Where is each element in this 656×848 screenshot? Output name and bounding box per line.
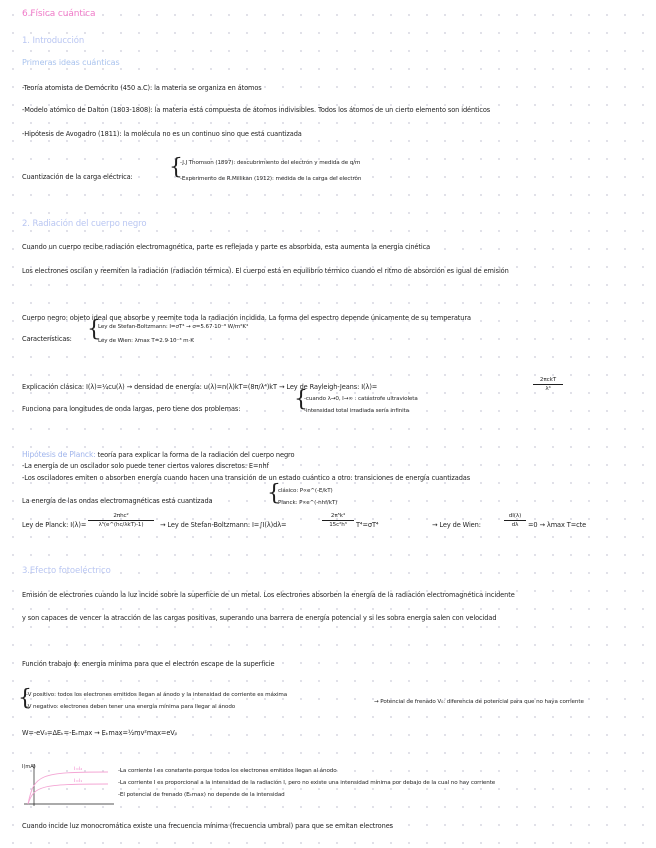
graph-note-3: -El potencial de frenado (Eₖmax) no depende de la intensidad xyxy=(118,792,285,798)
graph-label-i2: I=I₂ xyxy=(74,767,83,772)
wien-result: =0 → λmax T=cte xyxy=(528,521,587,529)
graph-note-2: -La corriente I es proporcional a la intensidad de la radiación I, pero no existe una intensidad mínima por debajo de la cual no hay corriente xyxy=(118,780,496,786)
current-voltage-graph xyxy=(20,760,118,812)
brace: { xyxy=(18,686,32,711)
graph-note-1: -La corriente I es constante porque todos los electrones emitidos llegan al ánodo xyxy=(118,768,337,774)
threshold-frequency: Cuando incide luz monocromática existe una frecuencia mínima (frecuencia umbral) para que se emitan electrones xyxy=(22,822,393,830)
brace: { xyxy=(87,317,101,342)
millikan-line: -Experimento de R.Millikan (1912): medida de la carga del electrón xyxy=(180,176,362,182)
problem-1: -cuando λ→0, I→∞ : catástrofe ultravioleta xyxy=(304,396,418,402)
works-long-wavelengths: Funciona para longitudes de onda largas, pero tiene dos problemas: xyxy=(22,405,241,413)
brace: { xyxy=(169,155,183,180)
graph-curve-i2 xyxy=(28,772,108,804)
planck-heading: Hipótesis de Planck: xyxy=(22,450,96,459)
cuantizacion-label: Cuantización de la carga eléctrica: xyxy=(22,173,133,181)
planck-heading-line xyxy=(22,450,294,460)
planck-law-denominator: λ⁵(e^(hc/λkT)-1) xyxy=(98,522,144,528)
planck-line-3: La energía de las ondas electromagnéticas está cuantizada xyxy=(22,497,213,505)
classical-explanation: Explicación clásica: I(λ)=¼cu(λ) → densidad de energía: u(λ)=n(λ)kT=(8π/λ⁴)kT → Ley de Rayleigh-Jeans: I(λ)= xyxy=(22,383,378,391)
brace: { xyxy=(294,387,308,412)
bullet-dalton: -Modelo atómico de Dalton (1803-1808): la materia está compuesta de átomos indivisibles. Todos los átomos de un cierto elemento son idénticos xyxy=(22,106,491,114)
thomson-line: -J.J Thomson (1897): descubrimiento del electrón y medida de q/m xyxy=(180,160,361,166)
black-body-definition: Cuerpo negro: objeto ideal que absorbe y reemite toda la radiación incidida. La forma del espectro depende únicamente de su temperatura xyxy=(22,314,471,322)
rayleigh-jeans-denominator: λ⁴ xyxy=(545,386,551,392)
planck-law-numerator: 2πhc² xyxy=(88,513,154,521)
sb-numerator: 2π⁵k⁴ xyxy=(322,513,354,521)
planck-line-2: -Los osciladores emiten o absorben energía cuando hacen una transición de un estado cuántico a otro: transiciones de energía cuantizadas xyxy=(22,474,471,482)
wien-law: Ley de Wien: λmax T=2.9·10⁻³ m·K xyxy=(98,338,194,344)
wien-derivation: → Ley de Wien: xyxy=(432,521,481,529)
energy-equation: W=-eV₀=ΔEₖ=-Eₖmax → Eₖmax=½mv²max=eV₀ xyxy=(22,729,178,737)
section-1-heading: 1. Introducción xyxy=(22,36,85,46)
v-negative: -V negativo: electrones deben tener una energía mínima para llegar al ánodo xyxy=(26,704,236,710)
stefan-boltzmann-law: Ley de Stefan-Boltzmann: I=σT⁴ → σ=5.67·10⁻⁸ W/m²K⁴ xyxy=(98,324,249,330)
graph-label-i1: I=I₁ xyxy=(74,779,83,784)
rayleigh-jeans-numerator: 2πckT xyxy=(533,377,563,385)
radiation-paragraph-2: Los electrones oscilan y reemiten la radiación (radiación térmica). El cuerpo está en equilibrio térmico cuando el ritmo de absorción es igual de emisión xyxy=(22,267,509,275)
graph-y-label: I(mA) xyxy=(22,764,36,770)
photoelectric-paragraph-2: y son capaces de vencer la atracción de las cargas positivas, superando una barrera de energía potencial y si les sobra energía salen con velocidad xyxy=(22,614,497,622)
bullet-democrito: -Teoría atomista de Demócrito (450 a.C): la materia se organiza en átomos xyxy=(22,84,262,92)
problem-2: -intensidad total irradiada sería infinita xyxy=(304,408,409,414)
wien-denominator: dλ xyxy=(511,522,519,528)
planck-heading-rest: teoría para explicar la forma de la radiación del cuerpo negro xyxy=(95,451,295,459)
planck-law-label: Ley de Planck: I(λ)= xyxy=(22,521,87,529)
v-positive: -V positivo: todos los electrones emitidos llegan al ánodo y la intensidad de corriente es máxima xyxy=(26,692,288,698)
sb-result: T⁴=σT⁴ xyxy=(356,521,379,529)
classical-probability: clásico: P∝e^(-E/kT) xyxy=(278,488,333,494)
section-3-heading: 3.Efecto fotoeléctrico xyxy=(22,566,111,576)
page-title: 6.Física cuántica xyxy=(22,9,96,19)
characteristics-label: Características: xyxy=(22,335,72,343)
section-2-heading: 2. Radiación del cuerpo negro xyxy=(22,219,147,229)
planck-probability: Planck: P∝e^(-nhf/kT) xyxy=(278,500,338,506)
planck-line-1: -La energía de un oscilador solo puede tener ciertos valores discretos: E=nhf xyxy=(22,462,269,470)
stefan-boltzmann-derivation: → Ley de Stefan-Boltzmann: I=∫I(λ)dλ= xyxy=(160,521,287,529)
wien-numerator: dI(λ) xyxy=(504,513,526,521)
bullet-avogadro: -Hipótesis de Avogadro (1811): la molécula no es un continuo sino que está cuantizada xyxy=(22,130,302,138)
brace: { xyxy=(267,481,281,506)
photoelectric-paragraph-1: Emisión de electrones cuando la luz incide sobre la superficie de un metal. Los electrones absorben la energía de la radiación electromagnética incidente xyxy=(22,591,515,599)
graph-curve-i1 xyxy=(28,784,108,804)
radiation-paragraph-1: Cuando un cuerpo recibe radiación electromagnética, parte es reflejada y parte es absorbida, esta aumenta la energía cinética xyxy=(22,243,431,251)
sb-denominator: 15c²h³ xyxy=(329,522,347,528)
stopping-potential: → Potencial de frenado V₀: diferencia de potencial para que no haya corriente xyxy=(374,699,584,705)
section-1-subheading: Primeras ideas cuánticas xyxy=(22,58,120,67)
work-function: Función trabajo ϕ: energía mínima para que el electrón escape de la superficie xyxy=(22,660,275,668)
